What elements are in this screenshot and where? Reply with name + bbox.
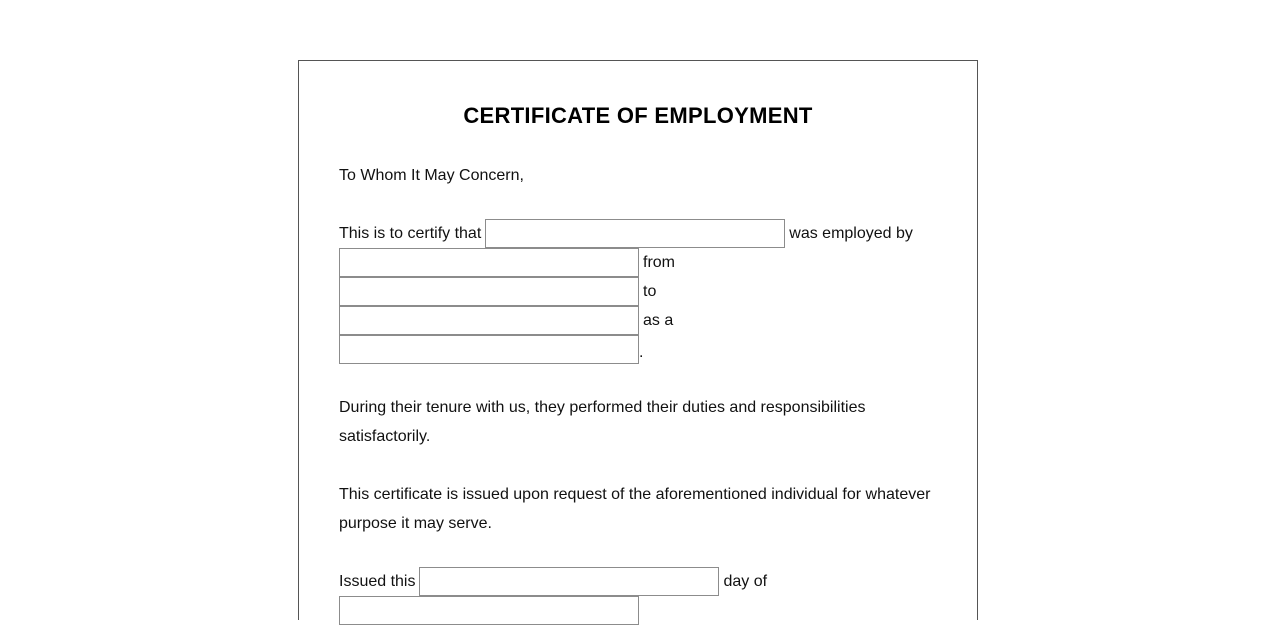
from-label: from — [643, 254, 675, 271]
start-date-input[interactable] — [339, 277, 639, 306]
end-date-line — [339, 306, 939, 335]
employed-by-label: was employed by — [789, 225, 913, 242]
certify-prefix: This is to certify that — [339, 225, 482, 242]
start-date-line — [339, 277, 939, 306]
employee-name-input[interactable] — [485, 219, 785, 248]
purpose-paragraph: This certificate is issued upon request of the aforementioned individual for whatever purpose it may serve. — [339, 486, 931, 532]
issued-line — [339, 567, 939, 596]
greeting: To Whom It May Concern, — [339, 167, 524, 184]
page-title: CERTIFICATE OF EMPLOYMENT — [463, 103, 813, 128]
position-line — [339, 335, 939, 364]
certificate-page — [298, 60, 978, 620]
end-date-input[interactable] — [339, 306, 639, 335]
issued-prefix: Issued this — [339, 573, 416, 590]
day-of-label: day of — [723, 573, 768, 590]
employer-input[interactable] — [339, 248, 639, 277]
as-a-label: as a — [643, 312, 674, 329]
to-label: to — [643, 283, 657, 300]
certificate-body — [339, 161, 939, 625]
employer-line — [339, 248, 939, 277]
tenure-paragraph: During their tenure with us, they performed their duties and responsibilities satisfactorily. — [339, 399, 866, 445]
certify-line — [339, 219, 939, 248]
spacer — [339, 538, 939, 567]
position-input[interactable] — [339, 335, 639, 364]
issue-month-input[interactable] — [339, 596, 639, 625]
position-period: . — [639, 344, 644, 361]
issue-day-input[interactable] — [419, 567, 719, 596]
issue-month-line — [339, 596, 939, 625]
